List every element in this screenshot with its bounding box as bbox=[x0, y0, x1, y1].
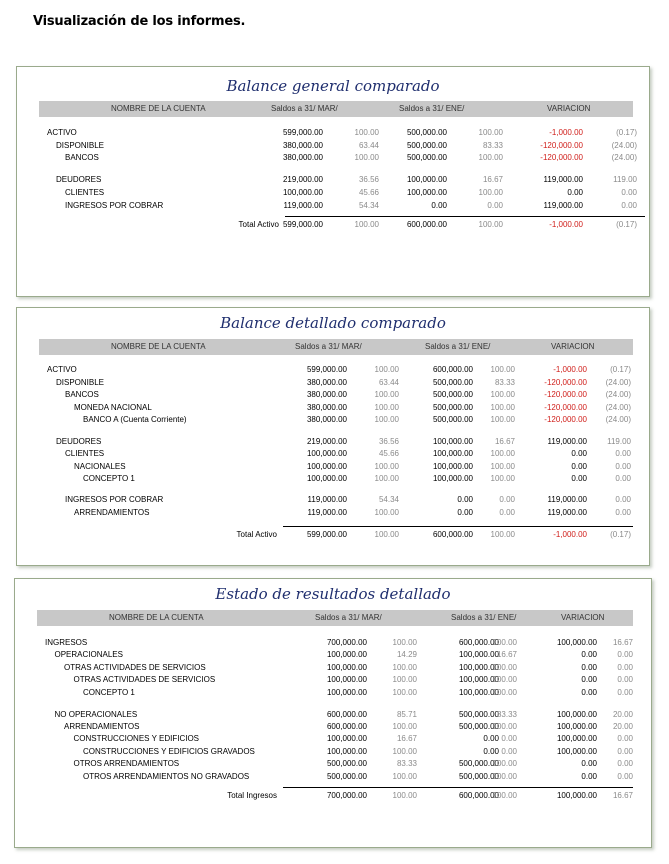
table-row bbox=[15, 687, 651, 698]
table-row bbox=[17, 461, 649, 472]
account-name: CLIENTES bbox=[65, 187, 105, 197]
pct-variacion: 20.00 bbox=[612, 721, 633, 731]
value-saldo-mar: 500,000.00 bbox=[326, 759, 367, 769]
pct-saldo-mar: 100.00 bbox=[392, 721, 417, 731]
value-variacion: -120,000.00 bbox=[540, 153, 583, 163]
account-name: BANCOS bbox=[65, 390, 99, 400]
header-saldos-mar: Saldos a 31/ MAR/ bbox=[271, 104, 338, 113]
pct-saldo-mar: 36.56 bbox=[378, 436, 399, 446]
pct-saldo-mar: 54.34 bbox=[358, 200, 379, 210]
pct-variacion: (24.00) bbox=[605, 402, 631, 412]
account-name: OTROS ARRENDAMIENTOS NO GRAVADOS bbox=[83, 771, 250, 781]
value-variacion: 0.00 bbox=[581, 771, 597, 781]
value-saldo-ene: 600,000.00 bbox=[406, 220, 447, 230]
value-variacion: 119,000.00 bbox=[547, 508, 587, 517]
total-label: Total Activo bbox=[238, 220, 279, 230]
pct-saldo-mar: 63.44 bbox=[378, 377, 399, 387]
table-row bbox=[17, 473, 649, 484]
pct-saldo-mar: 36.56 bbox=[358, 175, 379, 185]
table-row bbox=[17, 187, 649, 198]
account-name: OTRAS ACTIVIDADES DE SERVICIOS bbox=[64, 662, 206, 672]
account-name: ACTIVO bbox=[47, 365, 77, 374]
value-saldo-mar: 100,000.00 bbox=[326, 675, 367, 685]
pct-saldo-mar: 100.00 bbox=[374, 461, 399, 471]
report-title: Balance detallado comparado bbox=[220, 314, 446, 332]
account-name: MONEDA NACIONAL bbox=[74, 402, 152, 412]
value-variacion: 100,000.00 bbox=[556, 746, 597, 756]
report-title: Estado de resultados detallado bbox=[215, 585, 451, 603]
value-saldo-mar: 700,000.00 bbox=[326, 790, 367, 800]
pct-saldo-mar: 100.00 bbox=[354, 153, 379, 163]
value-saldo-mar: 599,000.00 bbox=[306, 365, 347, 374]
total-row bbox=[15, 790, 651, 801]
value-saldo-mar: 600,000.00 bbox=[326, 721, 367, 731]
pct-saldo-ene: 100.00 bbox=[490, 415, 515, 425]
value-saldo-mar: 380,000.00 bbox=[306, 402, 347, 412]
pct-saldo-ene: 16.67 bbox=[496, 650, 517, 660]
table-row bbox=[17, 402, 649, 413]
total-rule bbox=[283, 526, 633, 527]
value-saldo-ene: 100,000.00 bbox=[458, 675, 499, 685]
pct-saldo-ene: 100.00 bbox=[490, 474, 515, 484]
table-row bbox=[17, 436, 649, 447]
column-header-bar bbox=[39, 101, 633, 117]
total-row bbox=[17, 529, 649, 540]
pct-saldo-mar: 100.00 bbox=[392, 746, 417, 756]
pct-variacion: (0.17) bbox=[610, 365, 631, 374]
header-saldos-mar: Saldos a 31/ MAR/ bbox=[295, 342, 362, 351]
value-saldo-ene: 500,000.00 bbox=[432, 390, 473, 400]
value-saldo-mar: 700,000.00 bbox=[326, 638, 367, 647]
table-row bbox=[17, 448, 649, 459]
pct-variacion: (24.00) bbox=[605, 415, 631, 425]
table-row bbox=[15, 721, 651, 732]
value-saldo-mar: 599,000.00 bbox=[306, 529, 347, 539]
total-label: Total Activo bbox=[236, 529, 277, 539]
table-row bbox=[15, 771, 651, 782]
report-panel-balance-detallado bbox=[16, 307, 650, 566]
pct-saldo-mar: 63.44 bbox=[358, 140, 379, 150]
header-account-name: NOMBRE DE LA CUENTA bbox=[111, 104, 206, 113]
value-saldo-ene: 500,000.00 bbox=[406, 140, 447, 150]
value-saldo-ene: 0.00 bbox=[457, 495, 473, 505]
value-saldo-mar: 119,000.00 bbox=[307, 508, 347, 517]
table-row bbox=[17, 364, 649, 375]
account-name: NO OPERACIONALES bbox=[54, 709, 138, 719]
total-rule bbox=[283, 787, 633, 788]
header-variacion: VARIACION bbox=[551, 342, 595, 351]
value-saldo-mar: 100,000.00 bbox=[326, 734, 367, 744]
account-name: ARRENDAMIENTOS bbox=[74, 508, 150, 517]
pct-variacion: 0.00 bbox=[617, 650, 633, 660]
table-row bbox=[17, 127, 649, 138]
account-name: CONCEPTO 1 bbox=[83, 474, 135, 484]
table-row bbox=[17, 200, 649, 211]
report-title: Balance general comparado bbox=[226, 77, 440, 95]
value-saldo-mar: 100,000.00 bbox=[326, 662, 367, 672]
pct-variacion: 0.00 bbox=[615, 508, 631, 517]
pct-variacion: 20.00 bbox=[612, 709, 633, 719]
account-name: INGRESOS POR COBRAR bbox=[65, 495, 164, 505]
value-variacion: 0.00 bbox=[571, 474, 587, 484]
header-variacion: VARIACION bbox=[547, 104, 591, 113]
pct-saldo-mar: 100.00 bbox=[354, 220, 379, 230]
value-variacion: -120,000.00 bbox=[544, 390, 587, 400]
pct-saldo-mar: 45.66 bbox=[378, 449, 399, 459]
value-saldo-ene: 100,000.00 bbox=[406, 187, 447, 197]
pct-saldo-mar: 100.00 bbox=[374, 529, 399, 539]
pct-saldo-mar: 14.29 bbox=[396, 650, 417, 660]
pct-variacion: (24.00) bbox=[611, 140, 637, 150]
pct-saldo-ene: 83.33 bbox=[482, 140, 503, 150]
value-saldo-mar: 380,000.00 bbox=[306, 377, 347, 387]
pct-variacion: 119.00 bbox=[613, 175, 637, 185]
value-variacion: 0.00 bbox=[567, 187, 583, 197]
value-saldo-mar: 119,000.00 bbox=[307, 495, 347, 505]
table-row bbox=[15, 674, 651, 685]
table-row bbox=[17, 152, 649, 163]
pct-variacion: 0.00 bbox=[615, 449, 631, 459]
account-name: ACTIVO bbox=[47, 128, 77, 137]
value-saldo-ene: 500,000.00 bbox=[458, 759, 499, 769]
value-saldo-ene: 100,000.00 bbox=[458, 687, 499, 697]
value-saldo-ene: 500,000.00 bbox=[432, 415, 473, 425]
value-variacion: -1,000.00 bbox=[553, 529, 587, 539]
pct-variacion: 119.00 bbox=[607, 436, 631, 446]
pct-saldo-ene: 0.00 bbox=[499, 508, 515, 517]
pct-saldo-mar: 100.00 bbox=[392, 662, 417, 672]
pct-saldo-mar: 100.00 bbox=[374, 402, 399, 412]
pct-variacion: 0.00 bbox=[617, 759, 633, 769]
pct-variacion: (24.00) bbox=[605, 390, 631, 400]
column-header-bar bbox=[39, 339, 633, 355]
header-saldos-ene: Saldos a 31/ ENE/ bbox=[451, 613, 517, 622]
value-saldo-mar: 100,000.00 bbox=[282, 187, 323, 197]
value-variacion: -120,000.00 bbox=[544, 415, 587, 425]
pct-saldo-ene: 100.00 bbox=[492, 759, 517, 769]
pct-saldo-mar: 100.00 bbox=[392, 771, 417, 781]
value-saldo-ene: 600,000.00 bbox=[458, 790, 499, 800]
value-variacion: -1,000.00 bbox=[549, 128, 583, 137]
value-variacion: 0.00 bbox=[581, 675, 597, 685]
header-account-name: NOMBRE DE LA CUENTA bbox=[111, 342, 206, 351]
value-saldo-ene: 0.00 bbox=[431, 200, 447, 210]
pct-saldo-ene: 16.67 bbox=[494, 436, 515, 446]
value-variacion: 100,000.00 bbox=[556, 709, 597, 719]
value-variacion: 0.00 bbox=[581, 687, 597, 697]
pct-variacion: 16.67 bbox=[612, 790, 633, 800]
pct-saldo-ene: 100.00 bbox=[492, 675, 517, 685]
value-saldo-ene: 500,000.00 bbox=[432, 377, 473, 387]
value-saldo-mar: 380,000.00 bbox=[282, 140, 323, 150]
account-name: CONSTRUCCIONES Y EDIFICIOS bbox=[73, 734, 199, 744]
value-saldo-ene: 100,000.00 bbox=[432, 436, 473, 446]
account-name: OTRAS ACTIVIDADES DE SERVICIOS bbox=[73, 675, 216, 685]
pct-saldo-ene: 100.00 bbox=[478, 187, 503, 197]
pct-saldo-ene: 0.00 bbox=[487, 200, 503, 210]
pct-saldo-ene: 0.00 bbox=[499, 495, 515, 505]
pct-variacion: 0.00 bbox=[617, 675, 633, 685]
table-row bbox=[17, 494, 649, 505]
pct-saldo-mar: 100.00 bbox=[374, 390, 399, 400]
account-name: ARRENDAMIENTOS bbox=[64, 721, 140, 731]
value-saldo-ene: 600,000.00 bbox=[458, 638, 499, 647]
value-saldo-mar: 380,000.00 bbox=[282, 153, 323, 163]
pct-saldo-mar: 100.00 bbox=[392, 790, 417, 800]
value-variacion: -120,000.00 bbox=[544, 402, 587, 412]
pct-variacion: 0.00 bbox=[617, 746, 633, 756]
header-account-name: NOMBRE DE LA CUENTA bbox=[109, 613, 204, 622]
pct-variacion: (24.00) bbox=[605, 377, 631, 387]
pct-saldo-ene: 100.00 bbox=[492, 638, 517, 647]
report-panel-estado-resultados bbox=[14, 578, 652, 848]
pct-saldo-ene: 100.00 bbox=[490, 529, 515, 539]
pct-saldo-ene: 83.33 bbox=[494, 377, 515, 387]
value-saldo-mar: 219,000.00 bbox=[282, 175, 323, 185]
value-saldo-ene: 100,000.00 bbox=[406, 175, 447, 185]
table-row bbox=[15, 709, 651, 720]
pct-variacion: 0.00 bbox=[615, 495, 631, 505]
pct-saldo-ene: 100.00 bbox=[490, 449, 515, 459]
value-saldo-mar: 100,000.00 bbox=[326, 687, 367, 697]
pct-variacion: 0.00 bbox=[615, 474, 631, 484]
pct-variacion: (0.17) bbox=[616, 128, 637, 137]
table-row bbox=[17, 414, 649, 425]
pct-variacion: 0.00 bbox=[617, 734, 633, 744]
pct-saldo-ene: 100.00 bbox=[492, 687, 517, 697]
account-name: DEUDORES bbox=[56, 175, 102, 185]
table-row bbox=[17, 140, 649, 151]
value-saldo-mar: 100,000.00 bbox=[306, 449, 347, 459]
pct-variacion: 0.00 bbox=[621, 200, 637, 210]
pct-variacion: 0.00 bbox=[617, 771, 633, 781]
account-name: BANCO A (Cuenta Corriente) bbox=[83, 415, 187, 425]
account-name: CLIENTES bbox=[65, 449, 105, 459]
table-row bbox=[15, 733, 651, 744]
value-saldo-mar: 100,000.00 bbox=[326, 746, 367, 756]
value-saldo-ene: 100,000.00 bbox=[458, 650, 499, 660]
pct-saldo-mar: 100.00 bbox=[374, 508, 399, 517]
value-variacion: 0.00 bbox=[571, 449, 587, 459]
value-saldo-ene: 500,000.00 bbox=[406, 128, 447, 137]
pct-saldo-ene: 16.67 bbox=[482, 175, 503, 185]
value-saldo-ene: 100,000.00 bbox=[432, 474, 473, 484]
table-row bbox=[17, 377, 649, 388]
value-variacion: 119,000.00 bbox=[547, 495, 587, 505]
value-saldo-ene: 500,000.00 bbox=[458, 771, 499, 781]
pct-saldo-ene: 83.33 bbox=[496, 709, 517, 719]
value-saldo-ene: 500,000.00 bbox=[432, 402, 473, 412]
pct-saldo-mar: 100.00 bbox=[374, 415, 399, 425]
account-name: INGRESOS bbox=[45, 638, 88, 647]
pct-saldo-mar: 100.00 bbox=[392, 687, 417, 697]
pct-saldo-mar: 100.00 bbox=[392, 638, 417, 647]
pct-saldo-ene: 100.00 bbox=[490, 461, 515, 471]
pct-variacion: 16.67 bbox=[612, 638, 633, 647]
table-row bbox=[15, 662, 651, 673]
value-saldo-mar: 100,000.00 bbox=[306, 461, 347, 471]
pct-saldo-ene: 100.00 bbox=[490, 390, 515, 400]
value-saldo-mar: 119,000.00 bbox=[283, 200, 323, 210]
pct-variacion: 0.00 bbox=[617, 687, 633, 697]
column-header-bar bbox=[37, 610, 633, 626]
table-row bbox=[15, 746, 651, 757]
pct-saldo-mar: 100.00 bbox=[392, 675, 417, 685]
value-saldo-ene: 100,000.00 bbox=[458, 662, 499, 672]
value-variacion: 100,000.00 bbox=[556, 721, 597, 731]
pct-saldo-mar: 83.33 bbox=[396, 759, 417, 769]
pct-saldo-ene: 0.00 bbox=[501, 734, 517, 744]
value-saldo-mar: 380,000.00 bbox=[306, 390, 347, 400]
value-variacion: 119,000.00 bbox=[543, 175, 583, 185]
report-panel-balance-general bbox=[16, 66, 650, 297]
value-saldo-ene: 100,000.00 bbox=[432, 449, 473, 459]
pct-saldo-ene: 100.00 bbox=[492, 790, 517, 800]
table-row bbox=[17, 507, 649, 518]
value-saldo-mar: 100,000.00 bbox=[326, 650, 367, 660]
account-name: BANCOS bbox=[65, 153, 99, 163]
value-variacion: -1,000.00 bbox=[549, 220, 583, 230]
value-variacion: 0.00 bbox=[581, 650, 597, 660]
account-name: DISPONIBLE bbox=[56, 140, 105, 150]
value-saldo-ene: 500,000.00 bbox=[406, 153, 447, 163]
value-saldo-ene: 0.00 bbox=[483, 746, 499, 756]
value-variacion: 100,000.00 bbox=[556, 734, 597, 744]
value-variacion: 100,000.00 bbox=[556, 790, 597, 800]
account-name: CONSTRUCCIONES Y EDIFICIOS GRAVADOS bbox=[83, 746, 255, 756]
value-saldo-mar: 500,000.00 bbox=[326, 771, 367, 781]
page-heading: Visualización de los informes. bbox=[33, 14, 246, 29]
header-saldos-ene: Saldos a 31/ ENE/ bbox=[399, 104, 465, 113]
header-saldos-ene: Saldos a 31/ ENE/ bbox=[425, 342, 491, 351]
table-row bbox=[15, 637, 651, 648]
value-saldo-ene: 0.00 bbox=[457, 508, 473, 517]
pct-saldo-mar: 85.71 bbox=[396, 709, 417, 719]
value-variacion: -1,000.00 bbox=[553, 365, 587, 374]
pct-saldo-ene: 100.00 bbox=[490, 365, 515, 374]
value-saldo-ene: 500,000.00 bbox=[458, 721, 499, 731]
value-variacion: 119,000.00 bbox=[543, 200, 583, 210]
pct-variacion: (0.17) bbox=[616, 220, 637, 230]
value-saldo-mar: 100,000.00 bbox=[306, 474, 347, 484]
pct-saldo-mar: 54.34 bbox=[378, 495, 399, 505]
value-saldo-mar: 600,000.00 bbox=[326, 709, 367, 719]
value-saldo-ene: 100,000.00 bbox=[432, 461, 473, 471]
account-name: OPERACIONALES bbox=[54, 650, 123, 660]
total-rule bbox=[285, 216, 645, 217]
value-saldo-ene: 600,000.00 bbox=[432, 529, 473, 539]
pct-variacion: 0.00 bbox=[615, 461, 631, 471]
total-row bbox=[17, 219, 649, 230]
pct-saldo-ene: 100.00 bbox=[490, 402, 515, 412]
pct-saldo-mar: 100.00 bbox=[374, 365, 399, 374]
pct-saldo-mar: 100.00 bbox=[374, 474, 399, 484]
value-variacion: 0.00 bbox=[581, 662, 597, 672]
account-name: CONCEPTO 1 bbox=[83, 687, 135, 697]
value-variacion: -120,000.00 bbox=[540, 140, 583, 150]
value-variacion: 0.00 bbox=[571, 461, 587, 471]
pct-saldo-ene: 100.00 bbox=[478, 153, 503, 163]
pct-variacion: 0.00 bbox=[621, 187, 637, 197]
pct-saldo-ene: 100.00 bbox=[492, 662, 517, 672]
pct-saldo-mar: 16.67 bbox=[396, 734, 417, 744]
pct-variacion: (0.17) bbox=[610, 529, 631, 539]
pct-saldo-ene: 100.00 bbox=[478, 220, 503, 230]
pct-saldo-ene: 100.00 bbox=[492, 771, 517, 781]
table-row bbox=[15, 758, 651, 769]
pct-variacion: 0.00 bbox=[617, 662, 633, 672]
header-saldos-mar: Saldos a 31/ MAR/ bbox=[315, 613, 382, 622]
value-saldo-ene: 500,000.00 bbox=[458, 709, 499, 719]
account-name: INGRESOS POR COBRAR bbox=[65, 200, 164, 210]
total-label: Total Ingresos bbox=[227, 790, 277, 800]
pct-saldo-ene: 0.00 bbox=[501, 746, 517, 756]
account-name: OTROS ARRENDAMIENTOS bbox=[73, 759, 180, 769]
value-saldo-mar: 380,000.00 bbox=[306, 415, 347, 425]
account-name: DEUDORES bbox=[56, 436, 102, 446]
account-name: DISPONIBLE bbox=[56, 377, 105, 387]
value-variacion: 100,000.00 bbox=[556, 638, 597, 647]
pct-saldo-mar: 45.66 bbox=[358, 187, 379, 197]
value-saldo-mar: 219,000.00 bbox=[306, 436, 347, 446]
value-variacion: 0.00 bbox=[581, 759, 597, 769]
value-saldo-ene: 0.00 bbox=[483, 734, 499, 744]
pct-saldo-ene: 100.00 bbox=[478, 128, 503, 137]
table-row bbox=[15, 649, 651, 660]
header-variacion: VARIACION bbox=[561, 613, 605, 622]
value-saldo-mar: 599,000.00 bbox=[282, 220, 323, 230]
value-variacion: -120,000.00 bbox=[544, 377, 587, 387]
value-variacion: 119,000.00 bbox=[547, 436, 587, 446]
value-saldo-mar: 599,000.00 bbox=[282, 128, 323, 137]
account-name: NACIONALES bbox=[74, 461, 126, 471]
pct-saldo-ene: 100.00 bbox=[492, 721, 517, 731]
pct-variacion: (24.00) bbox=[611, 153, 637, 163]
value-saldo-ene: 600,000.00 bbox=[432, 365, 473, 374]
pct-saldo-mar: 100.00 bbox=[354, 128, 379, 137]
table-row bbox=[17, 174, 649, 185]
table-row bbox=[17, 389, 649, 400]
